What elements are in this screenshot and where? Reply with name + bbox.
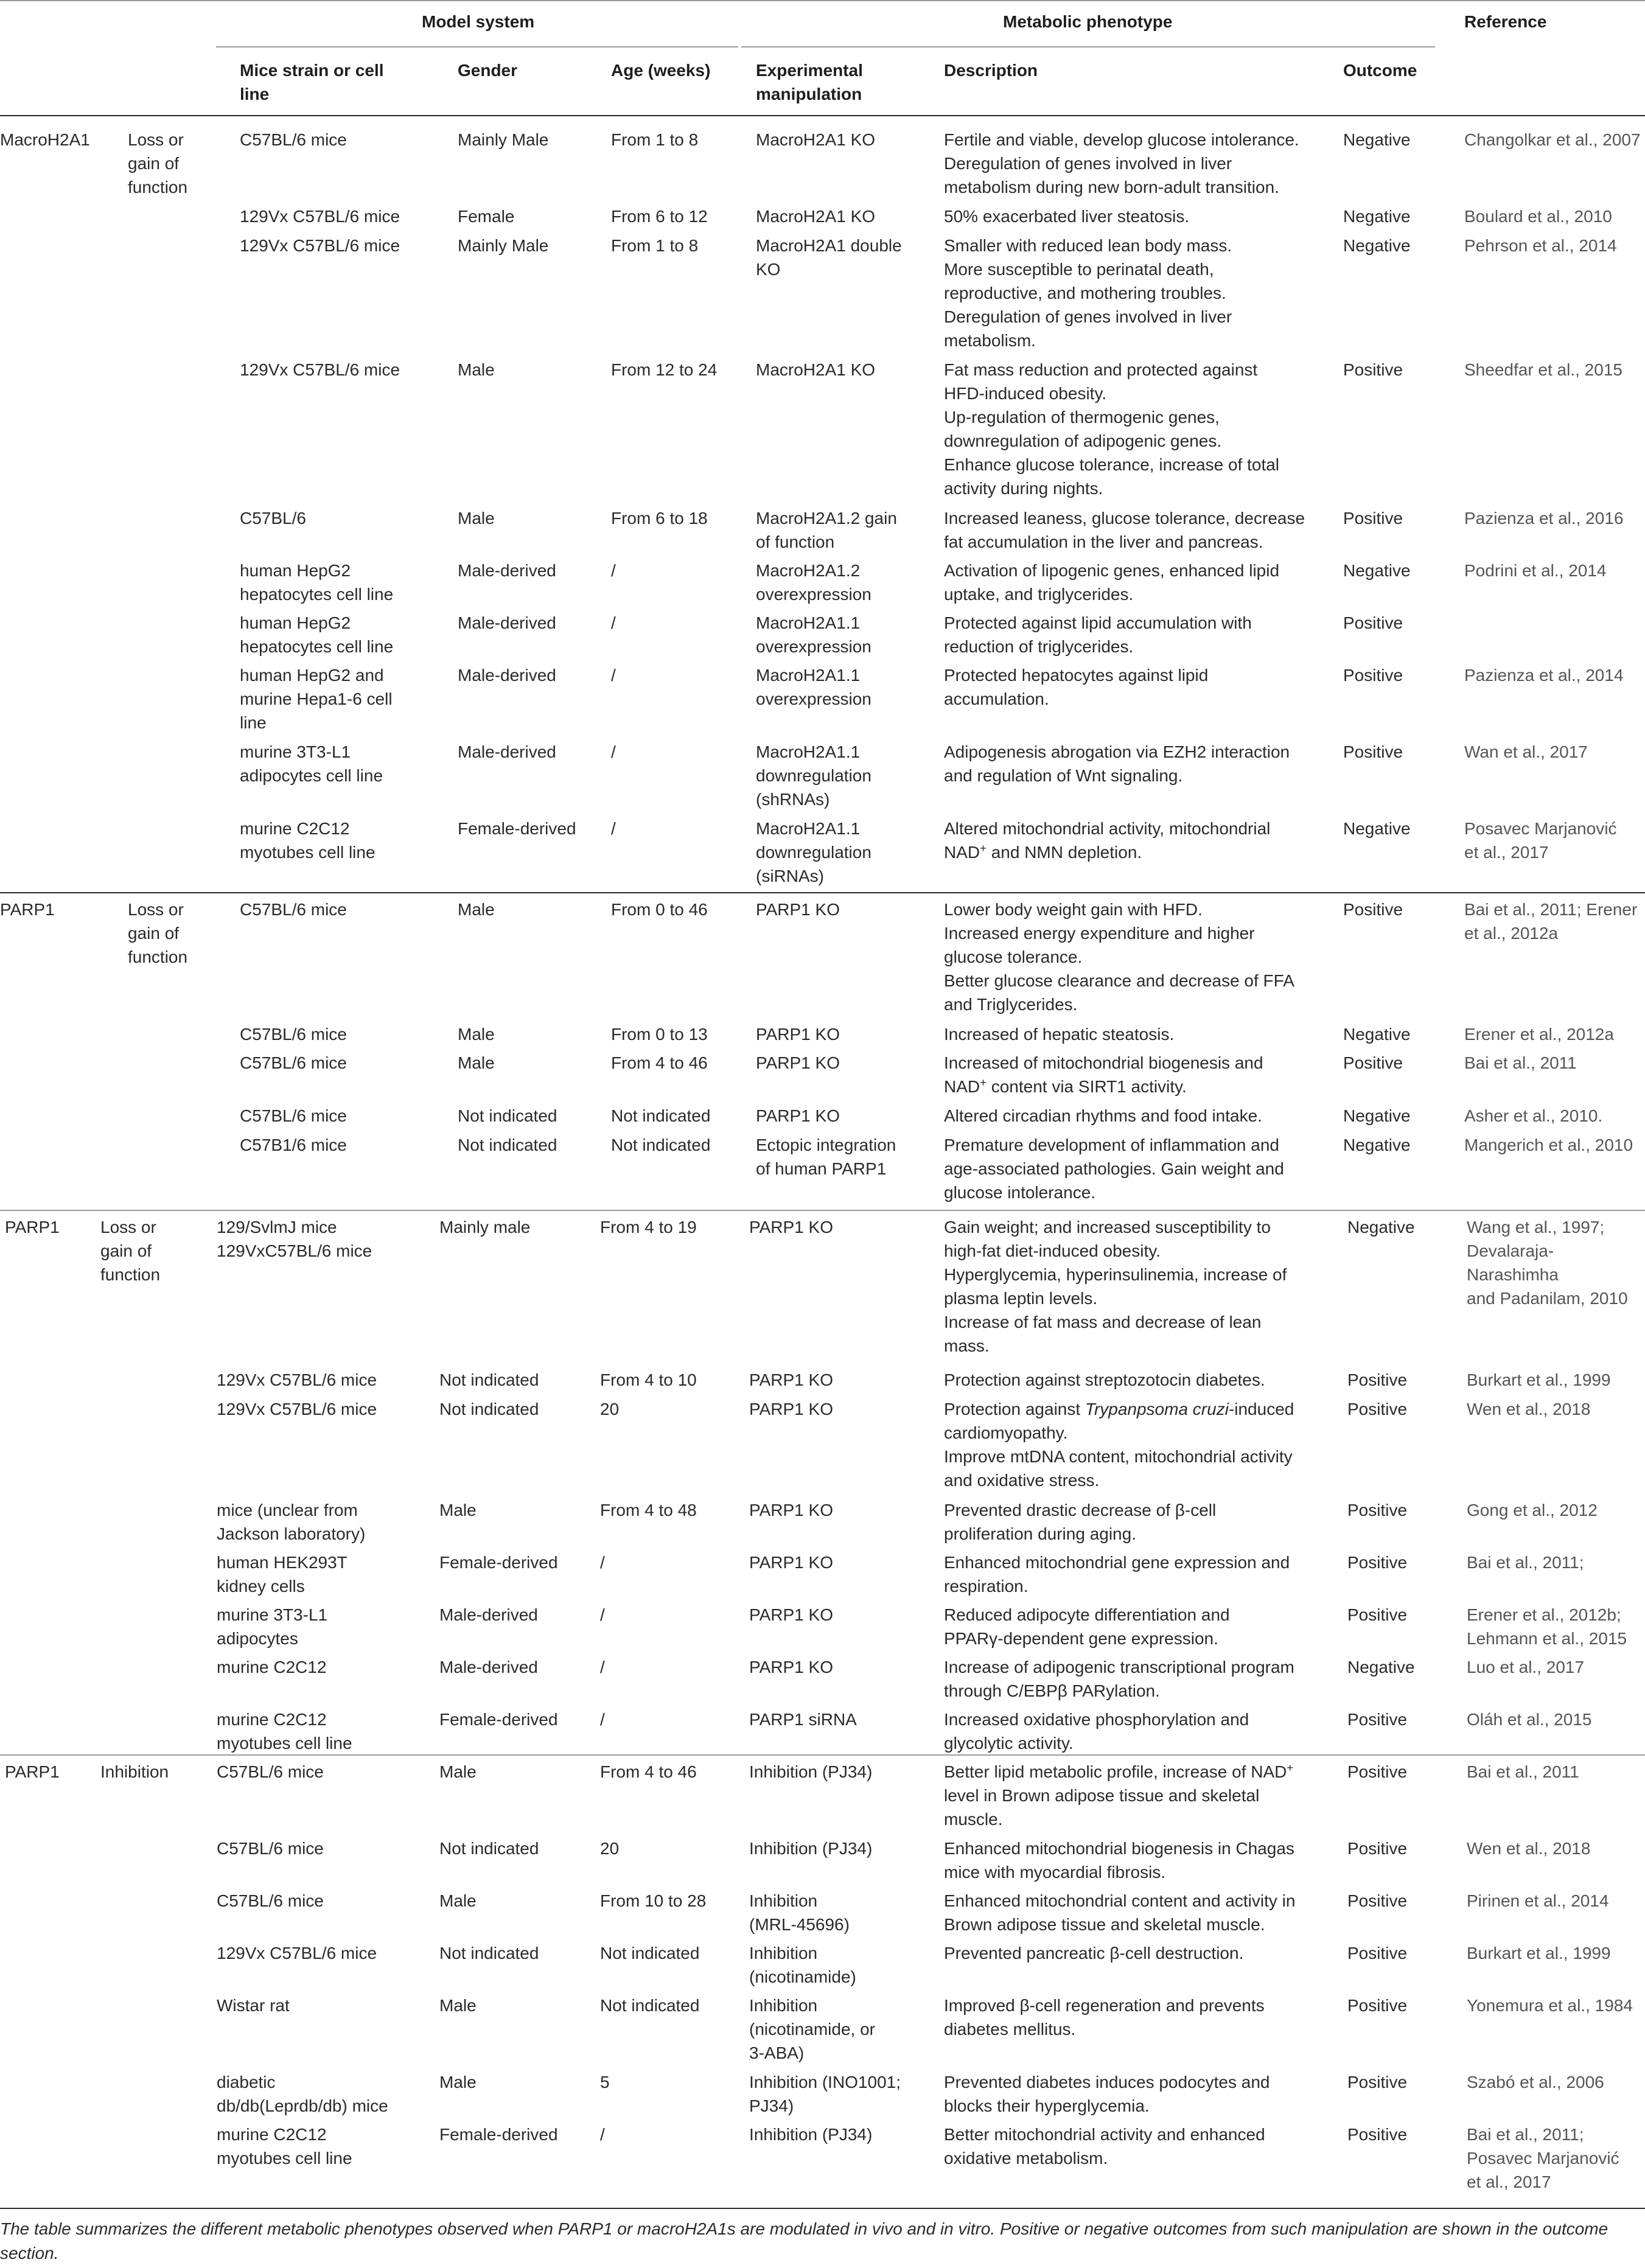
cell-description: Prevented pancreatic β-cell destruction.: [944, 1944, 1244, 1963]
cell-age: Not indicated: [611, 1136, 711, 1154]
cell-model: 129Vx C57BL/6 mice: [217, 1944, 377, 1963]
cell-manipulation: PARP1 KO: [749, 1553, 833, 1572]
cell-age: /: [611, 742, 616, 761]
cell-description: Prevented diabetes induces podocytes and blocks their hyperglycemia.: [944, 2073, 1270, 2115]
cell-model: murine C2C12: [217, 1658, 327, 1677]
cell-outcome: Negative: [1343, 561, 1411, 580]
cell-age: From 4 to 19: [600, 1218, 697, 1237]
cell-gender: Not indicated: [458, 1136, 557, 1154]
cell-manipulation: MacroH2A1 KO: [756, 360, 876, 379]
cell-reference: Wen et al., 2018: [1467, 1400, 1591, 1418]
cell-model: C57BL/6 mice: [240, 1053, 347, 1072]
cell-manipulation: Inhibition (nicotinamide): [749, 1944, 856, 1986]
group-separator-rule: [0, 892, 1645, 893]
cell-outcome: Negative: [1343, 819, 1411, 838]
cell-gender: Female-derived: [458, 819, 576, 838]
header-model-system: Model system: [422, 12, 535, 31]
cell-outcome: Positive: [1347, 1944, 1408, 1963]
cell-gender: Mainly Male: [458, 236, 549, 255]
cell-description: Fertile and viable, develop glucose intolerance. Deregulation of genes involved in liver metabolism during new born-adult transition.: [944, 130, 1299, 197]
cell-description: Premature development of inflammation and age-associated pathologies. Gain weight and glucose intolerance.: [944, 1136, 1284, 1202]
cell-manipulation: Inhibition (nicotinamide, or 3-ABA): [749, 1996, 875, 2062]
cell-manipulation: Inhibition (PJ34): [749, 2125, 873, 2144]
cell-gender: Male-derived: [458, 666, 556, 685]
column-header-age: Age (weeks): [611, 61, 711, 80]
cell-outcome: Negative: [1343, 1025, 1411, 1044]
cell-model: C57B1/6 mice: [240, 1136, 347, 1154]
cell-reference: Erener et al., 2012a: [1464, 1025, 1614, 1044]
cell-outcome: Negative: [1347, 1218, 1415, 1237]
cell-gender: Male-derived: [458, 742, 556, 761]
cell-reference: Mangerich et al., 2010: [1464, 1136, 1633, 1154]
cell-gender: Male: [439, 1762, 477, 1781]
group-separator-rule: [0, 1210, 1645, 1211]
cell-manipulation: PARP1 KO: [749, 1605, 833, 1624]
column-header-gender: Gender: [458, 61, 518, 80]
cell-description: Protected against lipid accumulation with reduction of triglycerides.: [944, 613, 1252, 656]
cell-outcome: Positive: [1343, 360, 1403, 379]
group-type-label: Inhibition: [100, 1762, 169, 1781]
cell-manipulation: MacroH2A1 KO: [756, 207, 876, 226]
table-top-rule: [0, 0, 1645, 1]
cell-gender: Male: [439, 1891, 477, 1910]
cell-reference: Luo et al., 2017: [1467, 1658, 1585, 1677]
column-header-model: Mice strain or cell line: [240, 61, 384, 103]
cell-gender: Male-derived: [458, 561, 556, 580]
cell-manipulation: PARP1 KO: [749, 1501, 833, 1520]
cell-manipulation: MacroH2A1 KO: [756, 130, 876, 149]
cell-description: Altered circadian rhythms and food intake.: [944, 1106, 1262, 1125]
cell-description: Prevented drastic decrease of β-cell proliferation during aging.: [944, 1501, 1217, 1543]
group-protein-label: MacroH2A1: [0, 130, 90, 149]
group-protein-label: PARP1: [5, 1218, 60, 1237]
cell-reference: Wang et al., 1997; Devalaraja-Narashimha and Padanilam, 2010: [1467, 1218, 1628, 1308]
cell-age: From 1 to 8: [611, 236, 699, 255]
cell-age: /: [600, 1553, 605, 1572]
cell-age: /: [600, 1658, 605, 1677]
cell-description: Enhanced mitochondrial biogenesis in Chagas mice with myocardial fibrosis.: [944, 1839, 1294, 1882]
cell-reference: Pehrson et al., 2014: [1464, 236, 1617, 255]
cell-model: murine 3T3-L1 adipocytes: [217, 1605, 328, 1648]
cell-outcome: Positive: [1347, 1605, 1408, 1624]
cell-outcome: Positive: [1347, 1996, 1408, 2015]
cell-reference: Sheedfar et al., 2015: [1464, 360, 1622, 379]
cell-model: human HepG2 hepatocytes cell line: [240, 613, 394, 656]
cell-outcome: Positive: [1347, 1762, 1408, 1781]
cell-gender: Male: [458, 360, 495, 379]
cell-model: C57BL/6 mice: [240, 900, 347, 919]
cell-description: Protection against streptozotocin diabetes.: [944, 1370, 1265, 1389]
cell-reference: Bai et al., 2011: [1467, 1762, 1579, 1781]
cell-gender: Male: [439, 2073, 477, 2092]
cell-outcome: Positive: [1347, 1553, 1408, 1572]
cell-model: murine C2C12 myotubes cell line: [217, 1710, 352, 1753]
cell-outcome: Negative: [1343, 207, 1411, 226]
cell-manipulation: Inhibition (MRL-45696): [749, 1891, 850, 1934]
cell-reference: Bai et al., 2011;: [1467, 1553, 1584, 1572]
cell-manipulation: Ectopic integration of human PARP1: [756, 1136, 896, 1178]
cell-gender: Female-derived: [439, 2125, 558, 2144]
cell-gender: Male: [458, 900, 495, 919]
cell-age: From 6 to 18: [611, 509, 708, 528]
cell-age: From 10 to 28: [600, 1891, 707, 1910]
cell-model: C57BL/6 mice: [240, 1025, 347, 1044]
cell-manipulation: MacroH2A1 double KO: [756, 236, 902, 279]
cell-gender: Male: [458, 1053, 495, 1072]
cell-description: Smaller with reduced lean body mass. More susceptible to perinatal death, reproductive, and mothering troubles. Deregulation of genes involved in liver metabolism.: [944, 236, 1232, 350]
cell-age: From 0 to 46: [611, 900, 708, 919]
table-caption: The table summarizes the different metabolic phenotypes observed when PARP1 or macroH2A1s are modulated in vivo and in vitro. Positive or negative outcomes from such manipulation are shown in the outcome section.: [0, 2219, 1608, 2263]
cell-description: Fat mass reduction and protected against HFD-induced obesity. Up-regulation of thermogenic genes, downregulation of adipogenic genes. Enhance glucose tolerance, increase of total activity during nights.: [944, 360, 1280, 498]
cell-description: Altered mitochondrial activity, mitochondrial NAD+ and NMN depletion.: [944, 819, 1271, 862]
cell-age: /: [611, 819, 616, 838]
cell-model: C57BL/6 mice: [217, 1891, 324, 1910]
cell-age: From 1 to 8: [611, 130, 699, 149]
cell-manipulation: PARP1 siRNA: [749, 1710, 857, 1729]
cell-manipulation: MacroH2A1.1 overexpression: [756, 613, 871, 656]
cell-age: From 4 to 48: [600, 1501, 697, 1520]
cell-description: Gain weight; and increased susceptibility to high-fat diet-induced obesity. Hyperglycemia, hyperinsulinemia, increase of plasma leptin levels. Increase of fat mass and decrease of lean mass.: [944, 1218, 1287, 1355]
cell-manipulation: PARP1 KO: [749, 1370, 833, 1389]
cell-age: From 12 to 24: [611, 360, 718, 379]
cell-outcome: Negative: [1343, 130, 1411, 149]
group-type-label: Loss or gain of function: [128, 130, 188, 197]
cell-description: Adipogenesis abrogation via EZH2 interaction and regulation of Wnt signaling.: [944, 742, 1290, 785]
cell-age: From 4 to 46: [600, 1762, 697, 1781]
cell-description: Better lipid metabolic profile, increase of NAD+ level in Brown adipose tissue and skeletal muscle.: [944, 1760, 1294, 1829]
cell-description: Increased of hepatic steatosis.: [944, 1025, 1175, 1044]
cell-reference: Burkart et al., 1999: [1467, 1370, 1611, 1389]
cell-outcome: Positive: [1343, 900, 1403, 919]
cell-reference: Gong et al., 2012: [1467, 1501, 1598, 1520]
cell-outcome: Negative: [1343, 236, 1411, 255]
cell-model: 129Vx C57BL/6 mice: [240, 207, 400, 226]
table-bottom-rule: [0, 2208, 1645, 2209]
cell-gender: Male: [458, 509, 495, 528]
cell-age: 20: [600, 1839, 620, 1858]
cell-gender: Mainly Male: [458, 130, 549, 149]
cell-model: murine 3T3-L1 adipocytes cell line: [240, 742, 383, 785]
cell-description: Enhanced mitochondrial gene expression and respiration.: [944, 1553, 1290, 1596]
cell-manipulation: Inhibition (PJ34): [749, 1762, 873, 1781]
cell-outcome: Positive: [1343, 666, 1403, 685]
cell-description: Lower body weight gain with HFD. Increased energy expenditure and higher glucose tolerance. Better glucose clearance and decrease of FFA and Triglycerides.: [944, 900, 1294, 1014]
cell-gender: Not indicated: [439, 1944, 539, 1963]
cell-description: Reduced adipocyte differentiation and PPARγ-dependent gene expression.: [944, 1605, 1230, 1648]
cell-reference: Oláh et al., 2015: [1467, 1710, 1592, 1729]
cell-model: C57BL/6 mice: [217, 1839, 324, 1858]
cell-reference: Szabó et al., 2006: [1467, 2073, 1604, 2092]
cell-manipulation: MacroH2A1.1 downregulation (shRNAs): [756, 742, 871, 809]
cell-reference: Boulard et al., 2010: [1464, 207, 1612, 226]
cell-manipulation: Inhibition (PJ34): [749, 1839, 873, 1858]
cell-gender: Male: [439, 1501, 477, 1520]
cell-manipulation: MacroH2A1.1 downregulation (siRNAs): [756, 819, 871, 885]
cell-manipulation: Inhibition (INO1001; PJ34): [749, 2073, 901, 2115]
header-bottom-rule: [0, 115, 1645, 116]
cell-description: Better mitochondrial activity and enhanced oxidative metabolism.: [944, 2125, 1265, 2168]
cell-model: C57BL/6 mice: [240, 130, 347, 149]
cell-reference: Podrini et al., 2014: [1464, 561, 1607, 580]
cell-model: 129/SvlmJ mice 129VxC57BL/6 mice: [217, 1218, 372, 1260]
cell-age: From 4 to 46: [611, 1053, 708, 1072]
cell-model: C57BL/6 mice: [217, 1762, 324, 1781]
cell-outcome: Positive: [1347, 1891, 1408, 1910]
cell-outcome: Positive: [1343, 742, 1403, 761]
cell-outcome: Positive: [1343, 613, 1403, 632]
cell-model: Wistar rat: [217, 1996, 290, 2015]
cell-reference: Pazienza et al., 2016: [1464, 509, 1624, 528]
cell-reference: Pirinen et al., 2014: [1467, 1891, 1609, 1910]
cell-reference: Bai et al., 2011; Erener et al., 2012a: [1464, 900, 1638, 943]
cell-age: /: [600, 1605, 605, 1624]
header-model-system-rule: [216, 46, 738, 47]
cell-description: Increased of mitochondrial biogenesis and NAD+ content via SIRT1 activity.: [944, 1053, 1263, 1096]
cell-description: Protected hepatocytes against lipid accumulation.: [944, 666, 1209, 708]
cell-gender: Female-derived: [439, 1553, 558, 1572]
cell-description: Increase of adipogenic transcriptional program through C/EBPβ PARylation.: [944, 1658, 1294, 1700]
cell-reference: Erener et al., 2012b; Lehmann et al., 2015: [1467, 1605, 1627, 1648]
column-header-description: Description: [944, 61, 1038, 80]
group-protein-label: PARP1: [0, 900, 55, 919]
cell-gender: Not indicated: [439, 1370, 539, 1389]
cell-manipulation: PARP1 KO: [756, 1053, 840, 1072]
cell-model: C57BL/6: [240, 509, 306, 528]
cell-description: Enhanced mitochondrial content and activity in Brown adipose tissue and skeletal muscle.: [944, 1891, 1296, 1934]
cell-age: /: [611, 561, 616, 580]
cell-model: 129Vx C57BL/6 mice: [217, 1370, 377, 1389]
cell-model: murine C2C12 myotubes cell line: [240, 819, 375, 862]
cell-outcome: Positive: [1347, 1710, 1408, 1729]
cell-description: Improved β-cell regeneration and prevents diabetes mellitus.: [944, 1996, 1265, 2039]
cell-gender: Mainly male: [439, 1218, 531, 1237]
cell-model: 129Vx C57BL/6 mice: [240, 360, 400, 379]
cell-model: human HepG2 hepatocytes cell line: [240, 561, 394, 604]
cell-age: /: [611, 613, 616, 632]
cell-manipulation: PARP1 KO: [749, 1400, 833, 1418]
cell-reference: Yonemura et al., 1984: [1467, 1996, 1633, 2015]
group-protein-label: PARP1: [5, 1762, 60, 1781]
cell-model: C57BL/6 mice: [240, 1106, 347, 1125]
cell-gender: Male-derived: [439, 1605, 538, 1624]
cell-outcome: Positive: [1347, 2073, 1408, 2092]
cell-age: Not indicated: [600, 1996, 700, 2015]
cell-manipulation: PARP1 KO: [756, 1025, 840, 1044]
cell-reference: Pazienza et al., 2014: [1464, 666, 1624, 685]
cell-outcome: Positive: [1347, 1501, 1408, 1520]
cell-model: murine C2C12 myotubes cell line: [217, 2125, 352, 2168]
cell-reference: Bai et al., 2011: [1464, 1053, 1577, 1072]
cell-manipulation: MacroH2A1.2 overexpression: [756, 561, 871, 604]
cell-reference: Changolkar et al., 2007: [1464, 130, 1641, 149]
cell-model: 129Vx C57BL/6 mice: [240, 236, 400, 255]
cell-age: From 4 to 10: [600, 1370, 697, 1389]
cell-manipulation: PARP1 KO: [756, 1106, 840, 1125]
cell-gender: Male-derived: [439, 1658, 538, 1677]
cell-outcome: Positive: [1347, 2125, 1408, 2144]
cell-manipulation: MacroH2A1.1 overexpression: [756, 666, 871, 708]
cell-age: 20: [600, 1400, 620, 1418]
cell-manipulation: PARP1 KO: [749, 1218, 833, 1237]
cell-model: mice (unclear from Jackson laboratory): [217, 1501, 366, 1543]
group-separator-rule: [0, 1754, 1645, 1756]
header-metabolic-phenotype: Metabolic phenotype: [1003, 12, 1173, 31]
cell-age: Not indicated: [611, 1106, 711, 1125]
cell-reference: Wen et al., 2018: [1467, 1839, 1591, 1858]
cell-gender: Male: [458, 1025, 495, 1044]
cell-gender: Female: [458, 207, 515, 226]
cell-manipulation: PARP1 KO: [756, 900, 840, 919]
cell-age: Not indicated: [600, 1944, 700, 1963]
cell-outcome: Negative: [1343, 1136, 1411, 1154]
cell-manipulation: PARP1 KO: [749, 1658, 833, 1677]
cell-age: From 0 to 13: [611, 1025, 708, 1044]
cell-gender: Not indicated: [439, 1400, 539, 1418]
cell-reference: Wan et al., 2017: [1464, 742, 1588, 761]
cell-model: diabetic db/db(Leprdb/db) mice: [217, 2073, 388, 2115]
cell-reference: Asher et al., 2010.: [1464, 1106, 1603, 1125]
cell-reference: Burkart et al., 1999: [1467, 1944, 1611, 1963]
cell-outcome: Positive: [1347, 1839, 1408, 1858]
cell-gender: Not indicated: [458, 1106, 557, 1125]
cell-age: From 6 to 12: [611, 207, 708, 226]
cell-model: human HEK293T kidney cells: [217, 1553, 348, 1596]
header-metabolic-phenotype-rule: [741, 46, 1435, 47]
header-reference: Reference: [1464, 12, 1547, 31]
cell-gender: Male-derived: [458, 613, 556, 632]
cell-outcome: Positive: [1343, 1053, 1403, 1072]
cell-reference: Posavec Marjanović et al., 2017: [1464, 819, 1617, 862]
column-header-outcome: Outcome: [1343, 61, 1417, 80]
cell-gender: Not indicated: [439, 1839, 539, 1858]
cell-age: /: [600, 2125, 605, 2144]
cell-age: /: [600, 1710, 605, 1729]
cell-reference: Bai et al., 2011; Posavec Marjanović et al., 2017: [1467, 2125, 1619, 2191]
cell-description: Increased leaness, glucose tolerance, decrease fat accumulation in the liver and pancreas.: [944, 509, 1305, 551]
column-header-manipulation: Experimental manipulation: [756, 61, 863, 103]
cell-age: /: [611, 666, 616, 685]
cell-description: Activation of lipogenic genes, enhanced lipid uptake, and triglycerides.: [944, 561, 1280, 604]
cell-model: 129Vx C57BL/6 mice: [217, 1400, 377, 1418]
cell-manipulation: MacroH2A1.2 gain of function: [756, 509, 897, 551]
cell-outcome: Negative: [1343, 1106, 1411, 1125]
cell-description: Protection against Trypanpsoma cruzi-induced cardiomyopathy. Improve mtDNA content, mitochondrial activity and oxidative stress.: [944, 1400, 1294, 1490]
cell-outcome: Negative: [1347, 1658, 1415, 1677]
group-type-label: Loss or gain of function: [100, 1218, 161, 1284]
cell-description: 50% exacerbated liver steatosis.: [944, 207, 1190, 226]
cell-description: Increased oxidative phosphorylation and glycolytic activity.: [944, 1710, 1249, 1753]
cell-model: human HepG2 and murine Hepa1-6 cell line: [240, 666, 393, 732]
group-type-label: Loss or gain of function: [128, 900, 188, 966]
cell-gender: Female-derived: [439, 1710, 558, 1729]
cell-outcome: Positive: [1347, 1370, 1408, 1389]
cell-age: 5: [600, 2073, 610, 2092]
cell-outcome: Positive: [1347, 1400, 1408, 1418]
cell-gender: Male: [439, 1996, 477, 2015]
cell-outcome: Positive: [1343, 509, 1403, 528]
